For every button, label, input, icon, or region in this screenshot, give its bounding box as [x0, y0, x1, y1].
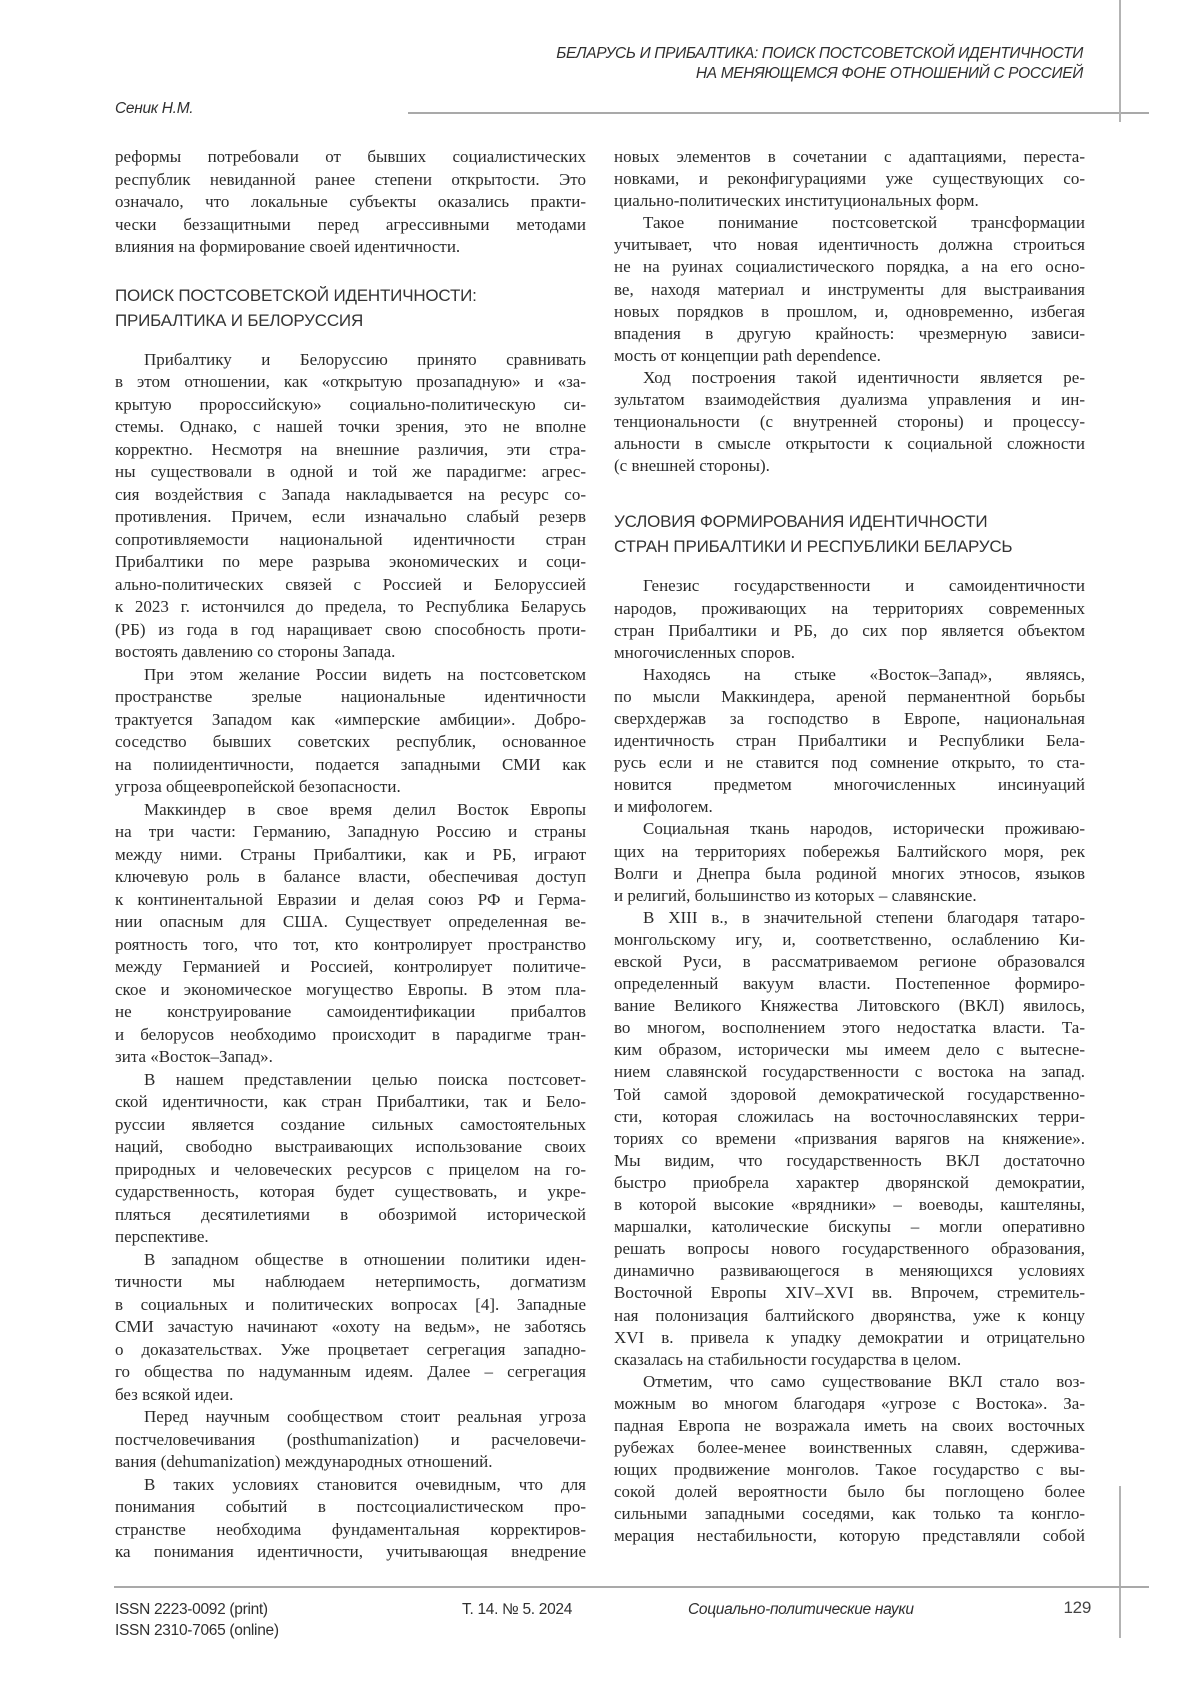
text-line: между ними. Страны Прибалтики, как и РБ, играют — [115, 844, 586, 867]
text-line: и белорусов необходимо происходит в парадигме тран- — [115, 1024, 586, 1047]
text-line: Прибалтику и Белоруссию принято сравнивать — [115, 349, 586, 372]
text-line: Той самой здоровой демократической государственно- — [614, 1084, 1085, 1106]
text-line: соседство бывших советских республик, основанное — [115, 731, 586, 754]
text-line: ким образом, исторически мы имеем дело с вытесне- — [614, 1039, 1085, 1061]
text-line: сокой долей вероятности было бы поглощено более — [614, 1481, 1085, 1503]
text-line: зита «Восток–Запад». — [115, 1046, 586, 1069]
text-line: в социальных и политических вопросах [4]. Западные — [115, 1294, 586, 1317]
text-line: перспективе. — [115, 1226, 586, 1249]
running-title-line: БЕЛАРУСЬ И ПРИБАЛТИКА: ПОИСК ПОСТСОВЕТСКОЙ ИДЕНТИЧНОСТИ — [556, 44, 1083, 64]
author-name: Сеник Н.М. — [115, 100, 193, 118]
paragraph — [614, 146, 1085, 212]
text-line: (с внешней стороны). — [614, 455, 1085, 477]
text-line: В западном обществе в отношении политики иден- — [115, 1249, 586, 1272]
text-line: в этом отношении, как «открытую прозападную» и «за- — [115, 371, 586, 394]
section-heading — [115, 283, 586, 333]
text-line: Мы видим, что государственность ВКЛ достаточно — [614, 1150, 1085, 1172]
text-line: сия воздействия с Запада накладывается на ресурс со- — [115, 484, 586, 507]
text-line: по мысли Маккиндера, ареной перманентной борьбы — [614, 686, 1085, 708]
paragraph — [115, 1474, 586, 1564]
text-line: роятность того, что тот, кто контролирует пространство — [115, 934, 586, 957]
section-heading-line: СТРАН ПРИБАЛТИКИ И РЕСПУБЛИКИ БЕЛАРУСЬ — [614, 534, 1085, 559]
text-line: Перед научным сообществом стоит реальная угроза — [115, 1406, 586, 1429]
header-vertical-rule — [1119, 0, 1121, 122]
text-line: Восточной Европы XIV–XVI вв. Впрочем, стремитель- — [614, 1282, 1085, 1304]
text-line: вание Великого Княжества Литовского (ВКЛ) явилось, — [614, 995, 1085, 1017]
text-line: пространстве зрелые национальные идентичности — [115, 686, 586, 709]
text-line: ториях со времени «призвания варягов на княжение». — [614, 1128, 1085, 1150]
text-line: постчеловечивания (posthumanization) и расчеловечи- — [115, 1429, 586, 1452]
text-line: тичности мы наблюдаем нетерпимость, догматизм — [115, 1271, 586, 1294]
text-line: динамично развивающегося в меняющихся условиях — [614, 1260, 1085, 1282]
footer-vertical-rule — [1119, 1486, 1121, 1638]
text-line: Ход построения такой идентичности является ре- — [614, 367, 1085, 389]
text-line: нии опасным для США. Существует определенная ве- — [115, 911, 586, 934]
text-line: ально-политических связей с Россией и Белоруссией — [115, 574, 586, 597]
text-line: реформы потребовали от бывших социалистических — [115, 146, 586, 169]
running-title — [556, 44, 1083, 84]
right-column — [614, 146, 1085, 1548]
text-line: щих на территориях побережья Балтийского моря, рек — [614, 841, 1085, 863]
text-line: нием славянской государственности с востока на запад. — [614, 1061, 1085, 1083]
text-line: Социальная ткань народов, исторически проживаю- — [614, 818, 1085, 840]
text-line: ющих продвижение монголов. Такое государство с вы- — [614, 1459, 1085, 1481]
text-line: циально-политических институциональных форм. — [614, 190, 1085, 212]
text-line: учитывает, что новая идентичность должна строиться — [614, 234, 1085, 256]
text-line: без всякой идеи. — [115, 1384, 586, 1407]
text-line: народов, проживающих на территориях современных — [614, 598, 1085, 620]
running-title-line: НА МЕНЯЮЩЕМСЯ ФОНЕ ОТНОШЕНИЙ С РОССИЕЙ — [556, 64, 1083, 84]
paragraph — [614, 1371, 1085, 1548]
paragraph — [614, 367, 1085, 477]
text-line: чески беззащитными перед агрессивными методами — [115, 214, 586, 237]
text-line: не конструирование самоидентификации прибалтов — [115, 1001, 586, 1024]
text-line: быстро приобрела характер дворянской демократии, — [614, 1172, 1085, 1194]
text-line: на полиидентичности, подается западными СМИ как — [115, 754, 586, 777]
text-line: рубежах более-менее воинственных славян, сдержива- — [614, 1437, 1085, 1459]
text-line: руссии является создание сильных самостоятельных — [115, 1114, 586, 1137]
text-line: мость от концепции path dependence. — [614, 345, 1085, 367]
text-line: влияния на формирование своей идентичности. — [115, 236, 586, 259]
journal-name: Социально-политические науки — [688, 1599, 914, 1620]
paragraph — [614, 575, 1085, 663]
text-line: ской идентичности, как стран Прибалтики, так и Бело- — [115, 1091, 586, 1114]
text-line: сверхдержав за господство в Европе, национальная — [614, 708, 1085, 730]
text-line: го общества по надуманным идеям. Далее – сегрегация — [115, 1361, 586, 1384]
text-line: новится предметом многочисленных инсинуаций — [614, 774, 1085, 796]
page-number: 129 — [1064, 1597, 1091, 1618]
text-line: странстве необходима фундаментальная корректиров- — [115, 1519, 586, 1542]
text-line: в которой высокие «врядники» – воеводы, каштеляны, — [614, 1194, 1085, 1216]
text-line: крытую пророссийскую» социально-политическую си- — [115, 394, 586, 417]
text-line: между Германией и Россией, контролирует политиче- — [115, 956, 586, 979]
section-heading-line: ПРИБАЛТИКА И БЕЛОРУССИЯ — [115, 308, 586, 333]
text-line: Такое понимание постсоветской трансформации — [614, 212, 1085, 234]
text-line: к 2023 г. истончился до предела, то Республика Беларусь — [115, 596, 586, 619]
text-line: маршалки, католические бискупы – могли оперативно — [614, 1216, 1085, 1238]
text-line: новых порядков в прошлом, и, одновременно, избегая — [614, 301, 1085, 323]
paragraph — [614, 212, 1085, 367]
text-line: идентичность стран Прибалтики и Республики Бела- — [614, 730, 1085, 752]
text-line: Маккиндер в свое время делил Восток Европы — [115, 799, 586, 822]
text-line: сильными западными соседями, как только та конгло- — [614, 1503, 1085, 1525]
text-line: сопротивляемости национальной идентичности стран — [115, 529, 586, 552]
text-line: Отметим, что само существование ВКЛ стало воз- — [614, 1371, 1085, 1393]
paragraph — [614, 907, 1085, 1371]
paragraph — [115, 1249, 586, 1407]
issn-print: ISSN 2223-0092 (print) — [115, 1599, 279, 1620]
text-line: сударственность, которая будет существовать, и укре- — [115, 1181, 586, 1204]
text-line: ское и экономическое могущество Европы. В этом пла- — [115, 979, 586, 1002]
text-line: новых элементов в сочетании с адаптациями, переста- — [614, 146, 1085, 168]
footer-rule — [114, 1586, 1149, 1588]
text-line: понимания событий в постсоциалистическом про- — [115, 1496, 586, 1519]
section-heading — [614, 509, 1085, 559]
text-line: ка понимания идентичности, учитывающая внедрение — [115, 1541, 586, 1564]
text-line: противления. Причем, если изначально слабый резерв — [115, 506, 586, 529]
text-line: СМИ зачастую начинают «охоту на ведьм», не заботясь — [115, 1316, 586, 1339]
text-line: вания (dehumanization) международных отношений. — [115, 1451, 586, 1474]
text-line: стемы. Однако, с нашей точки зрения, это не вполне — [115, 416, 586, 439]
text-line: стран Прибалтики и РБ, до сих пор является объектом — [614, 620, 1085, 642]
header-rule — [408, 112, 1149, 114]
text-line: новками, и реконфигурациями уже существующих со- — [614, 168, 1085, 190]
text-line: русь если и не ставится под сомнение открыто, то ста- — [614, 752, 1085, 774]
text-line: тенциональности (с внутренней стороны) и процессу- — [614, 411, 1085, 433]
text-line: корректно. Несмотря на внешние различия, эти стра- — [115, 439, 586, 462]
issn-block — [115, 1599, 279, 1641]
text-line: ная полонизация балтийского дворянства, уже к концу — [614, 1305, 1085, 1327]
text-line: на три части: Германию, Западную Россию и страны — [115, 821, 586, 844]
text-line: В XIII в., в значительной степени благодаря татаро- — [614, 907, 1085, 929]
text-line: сказалась на стабильности государства в целом. — [614, 1349, 1085, 1371]
text-line: востоять давлению со стороны Запада. — [115, 641, 586, 664]
text-line: не на руинах социалистического порядка, а на его осно- — [614, 256, 1085, 278]
text-line: евской Руси, в рассматриваемом регионе образовался — [614, 951, 1085, 973]
paragraph — [614, 664, 1085, 819]
text-line: Генезис государственности и самоидентичности — [614, 575, 1085, 597]
text-line: ве, находя материал и инструменты для выстраивания — [614, 279, 1085, 301]
text-line: во многом, восполнением этого недостатка власти. Та- — [614, 1017, 1085, 1039]
section-heading-line: УСЛОВИЯ ФОРМИРОВАНИЯ ИДЕНТИЧНОСТИ — [614, 509, 1085, 534]
text-line: наций, свободно выстраивающих использование своих — [115, 1136, 586, 1159]
text-line: альности в смысле открытости к социальной сложности — [614, 433, 1085, 455]
text-line: определенный вакуум власти. Постепенное формиро- — [614, 973, 1085, 995]
text-line: пляться десятилетиями в обозримой исторической — [115, 1204, 586, 1227]
text-line: Волги и Днепра была родиной многих этносов, языков — [614, 863, 1085, 885]
text-line: зультатом взаимодействия дуализма управления и ин- — [614, 389, 1085, 411]
text-line: В таких условиях становится очевидным, что для — [115, 1474, 586, 1497]
text-line: решать вопросы нового государственного образования, — [614, 1238, 1085, 1260]
text-line: можным во многом благодаря «угрозе с Востока». За- — [614, 1393, 1085, 1415]
text-line: падная Европа не возражала иметь на своих восточных — [614, 1415, 1085, 1437]
text-line: Находясь на стыке «Восток–Запад», являясь, — [614, 664, 1085, 686]
text-line: республик невиданной ранее степени открытости. Это — [115, 169, 586, 192]
text-line: трактуется Западом как «имперские амбиции». Добро- — [115, 709, 586, 732]
text-line: ключевую роль в балансе власти, обеспечивая доступ — [115, 866, 586, 889]
paragraph — [115, 664, 586, 799]
text-line: монгольскому игу, и, соответственно, ослаблению Ки- — [614, 929, 1085, 951]
text-line: При этом желание России видеть на постсоветском — [115, 664, 586, 687]
text-line: В нашем представлении целью поиска постсовет- — [115, 1069, 586, 1092]
section-heading-line: ПОИСК ПОСТСОВЕТСКОЙ ИДЕНТИЧНОСТИ: — [115, 283, 586, 308]
volume-issue: Т. 14. № 5. 2024 — [462, 1599, 572, 1620]
text-line: многочисленных споров. — [614, 642, 1085, 664]
text-line: сти, которая сложилась на восточнославянских терри- — [614, 1106, 1085, 1128]
text-line: к континентальной Евразии и делая союз РФ и Герма- — [115, 889, 586, 912]
paragraph — [115, 799, 586, 1069]
text-line: ны существовали в одной и той же парадигме: агрес- — [115, 461, 586, 484]
text-line: о доказательствах. Уже процветает сегрегация западно- — [115, 1339, 586, 1362]
text-line: и мифологем. — [614, 796, 1085, 818]
text-line: угроза общеевропейской безопасности. — [115, 776, 586, 799]
paragraph — [115, 1069, 586, 1249]
text-line: означало, что локальные субъекты оказались практи- — [115, 191, 586, 214]
paragraph — [115, 349, 586, 664]
text-line: (РБ) из года в год наращивает свою способность проти- — [115, 619, 586, 642]
paragraph — [115, 146, 586, 259]
text-line: Прибалтики по мере разрыва экономических и соци- — [115, 551, 586, 574]
issn-online: ISSN 2310-7065 (online) — [115, 1620, 279, 1641]
paragraph — [115, 1406, 586, 1474]
left-column — [115, 146, 586, 1564]
text-line: мерация нестабильности, которую представляли собой — [614, 1525, 1085, 1547]
text-line: XVI в. привела к упадку демократии и отрицательно — [614, 1327, 1085, 1349]
text-line: и религий, большинство из которых – славянские. — [614, 885, 1085, 907]
text-line: впадения в другую крайность: чрезмерную зависи- — [614, 323, 1085, 345]
paragraph — [614, 818, 1085, 906]
text-line: природных и человеческих ресурсов с прицелом на го- — [115, 1159, 586, 1182]
